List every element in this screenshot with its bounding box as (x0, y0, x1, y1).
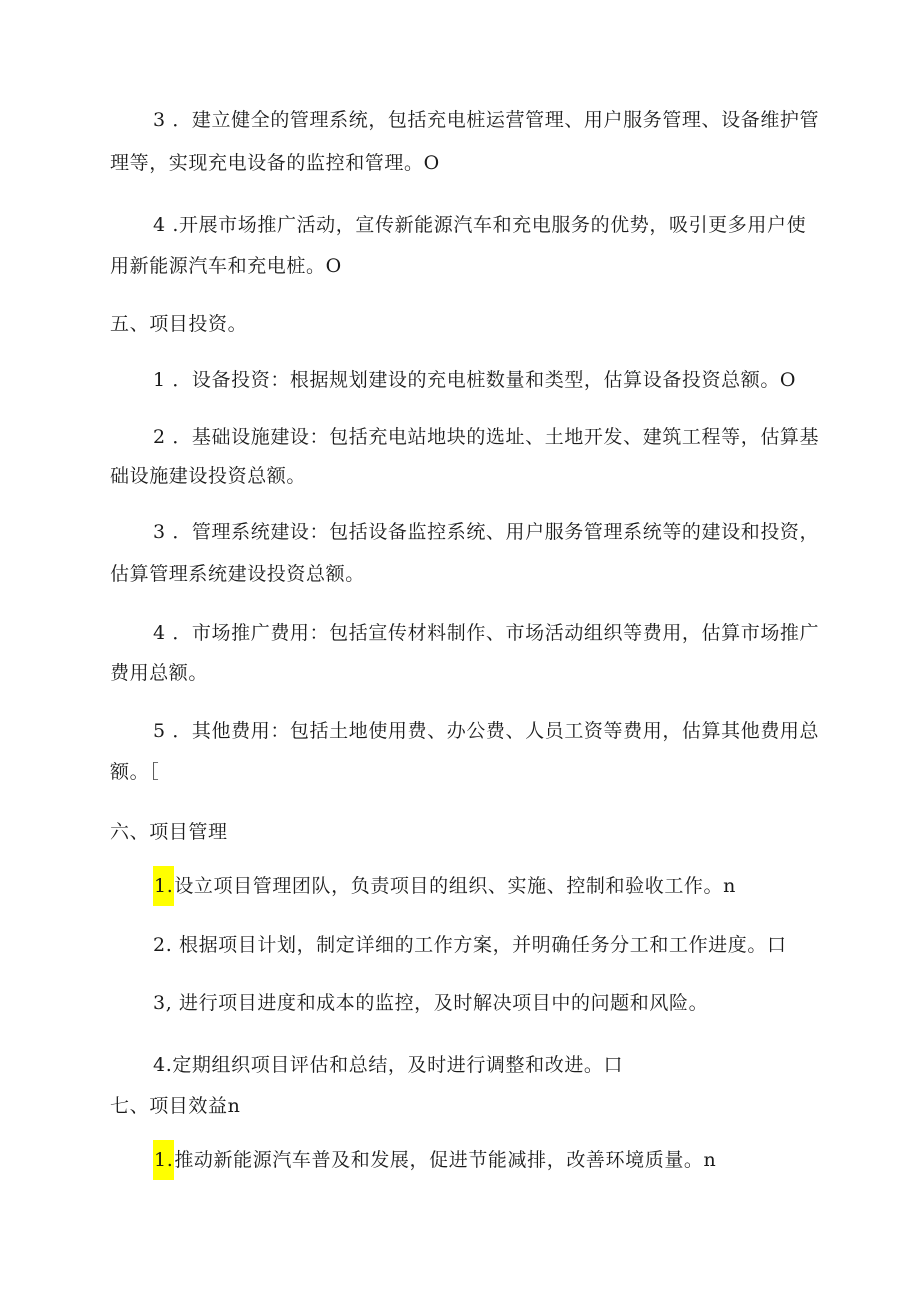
paragraph-line: 3 ．管理系统建设：包括设备监控系统、用户服务管理系统等的建设和投资， (153, 521, 820, 543)
paragraph-line: 估算管理系统建设投资总额。 (110, 563, 365, 585)
paragraph-line: 4 ．市场推广费用：包括宣传材料制作、市场活动组织等费用，估算市场推广 (153, 622, 820, 644)
paragraph-line: 础设施建设投资总额。 (110, 465, 307, 487)
paragraph-line: 理等，实现充电设备的监控和管理。O (110, 152, 440, 174)
section-heading: 五、项目投资。 (110, 313, 248, 335)
paragraph-text: 设立项目管理团队，负责项目的组织、实施、控制和验收工作。n (174, 875, 736, 897)
paragraph-line (153, 866, 736, 906)
section-heading: 七、项目效益n (110, 1095, 241, 1117)
paragraph-line: 3, 进行项目进度和成本的监控，及时解决项目中的问题和风险。 (153, 992, 709, 1014)
paragraph-line: 1 ．设备投资：根据规划建设的充电桩数量和类型，估算设备投资总额。O (153, 369, 797, 391)
paragraph-line: 2 ．基础设施建设：包括充电站地块的选址、土地开发、建筑工程等，估算基 (153, 426, 820, 448)
paragraph-line: 用新能源汽车和充电桩。O (110, 255, 342, 277)
paragraph-line: 4 .开展市场推广活动，宣传新能源汽车和充电服务的优势，吸引更多用户使 (153, 214, 807, 236)
paragraph-line: 费用总额。 (110, 662, 209, 684)
paragraph-line: 3 ．建立健全的管理系统，包括充电桩运营管理、用户服务管理、设备维护管 (153, 109, 820, 131)
paragraph-text: 推动新能源汽车普及和发展，促进节能减排，改善环境质量。n (174, 1149, 717, 1171)
paragraph-line: 2. 根据项目计划，制定详细的工作方案，并明确任务分工和工作进度。口 (153, 934, 787, 956)
paragraph-line: 额。［ (110, 761, 160, 783)
section-heading: 六、项目管理 (110, 821, 228, 843)
paragraph-line: 4.定期组织项目评估和总结，及时进行调整和改进。口 (153, 1054, 624, 1076)
highlight-marker: 1. (153, 1140, 174, 1180)
paragraph-line (153, 1140, 716, 1180)
highlight-marker: 1. (153, 866, 174, 906)
paragraph-line: 5 ．其他费用：包括土地使用费、办公费、人员工资等费用，估算其他费用总 (153, 720, 820, 742)
